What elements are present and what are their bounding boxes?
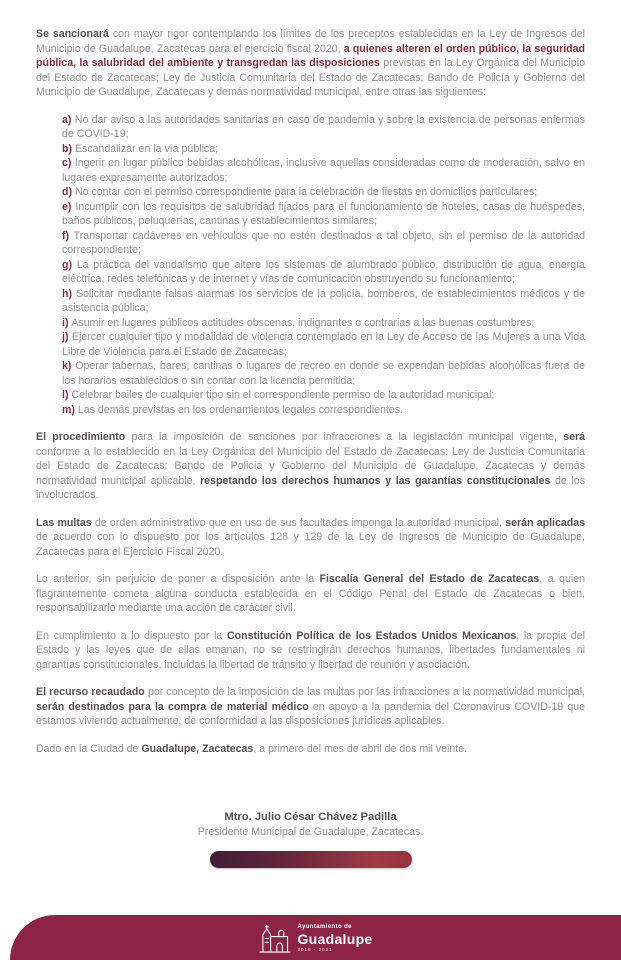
list-item — [62, 113, 585, 142]
church-building-icon — [258, 924, 291, 954]
paragraph — [36, 516, 585, 560]
list-item-text: Ejercer cualquier tipo y modalidad de violencia contemplado en la Ley de Acceso de las Mujeres a una Vida Libre de Violencia para el Estado de Zacatecas; — [62, 331, 585, 358]
list-item — [62, 287, 585, 316]
text-segment: Guadalupe, Zacatecas — [141, 742, 254, 755]
signature-gradient-bar — [210, 851, 412, 868]
list-item-text: Ingerir en lugar público bebidas alcohólicas, inclusive aquellas consideradas como de moderación, salvo en lugares expresamente autorizados; — [62, 157, 585, 184]
list-letter: k) — [62, 360, 76, 372]
signature-block — [0, 811, 621, 838]
text-segment: El recurso recaudado — [36, 686, 145, 698]
text-segment: , a quien flagrantemente cometa alguna conducta establecida en el Código Penal del Estado de Zacatecas o bien, responsabilizarlo mediante una acción de carácter civil. — [36, 573, 585, 614]
list-item — [62, 156, 585, 185]
text-segment: Fiscalía General del Estado de Zacatecas — [319, 573, 540, 585]
text-segment: , la propia del Estado y las leyes que de ellas emanan, no se restringirán derechos humanos, libertades fundamentales ni garantías constitucionales, incluidas la libertad de tránsito y libertad de reunión y asociación. — [36, 629, 585, 671]
list-letter: l) — [62, 389, 72, 401]
text-segment: previstas en la Ley Orgánica del Municipio del Estado de Zacatecas; Ley de Justicia Comunitaria del Estado de Zacatecas; Bando de Policía y Gobierno del Municipio de Guadalupe, Zacatecas y demás normatividad municipal, entre otras las siguientes: — [36, 57, 585, 98]
list-item-text: Operar tabernas, bares, cantinas o lugares de recreo en donde se expendan bebidas alcohólicas fuera de los horarios establecidos o sin contar con la licencia permitida; — [62, 360, 585, 387]
logo-text — [297, 924, 372, 953]
text-segment: serán aplicadas — [505, 516, 585, 529]
list-item — [62, 258, 585, 287]
list-item — [62, 316, 585, 331]
list-item-text: Transportar cadáveres en vehículos que no estén destinados a tal objeto, sin el permiso de la autoridad correspondiente; — [62, 229, 585, 256]
text-segment: serán destinados para la compra de material médico — [36, 700, 309, 713]
text-segment: por concepto de la imposición de las multas por las infracciones a la normatividad municipal, — [144, 686, 585, 698]
list-item-text: Celebrar bailes de cualquier tipo sin el correspondiente permiso de la autoridad municipal; — [71, 389, 495, 401]
text-segment: , a primero del mes de abril de dos mil veinte. — [253, 742, 468, 755]
text-segment: Dado en la Ciudad de — [36, 742, 142, 755]
text-segment: Constitución Política de los Estados Unidos Mexicanos — [226, 629, 517, 642]
list-letter: b) — [62, 142, 75, 155]
paragraph — [36, 629, 585, 673]
list-item-text: No dar aviso a las autoridades sanitarias en caso de pandemia y sobre la existencia de personas enfermas de COVID-19; — [62, 113, 585, 140]
text-segment: a quienes alteren el orden público, la seguridad pública, la salubridad del ambiente y transgredan las disposiciones — [36, 42, 585, 69]
list-letter: j) — [62, 331, 72, 343]
paragraph — [36, 742, 585, 757]
list-item-text: No contar con el permiso correspondiente para la celebración de fiestas en domicilios particulares; — [74, 186, 538, 198]
list-item-text: Incumplir con los requisitos de salubridad fijados para el funcionamiento de hoteles, casas de huéspedes, baños públicos, peluquerías, cantinas y establecimientos similares; — [62, 200, 585, 227]
list-letter: i) — [62, 316, 72, 329]
text-segment: de orden administrativo que en uso de sus facultades imponga la autoridad municipal, — [91, 516, 506, 529]
logo-term: 2018 - 2021 — [297, 947, 333, 953]
infractions-list — [62, 113, 585, 418]
list-item — [62, 142, 585, 157]
logo-org-name: Guadalupe — [297, 931, 373, 948]
list-item — [62, 388, 585, 403]
list-letter: f) — [62, 229, 74, 242]
list-item — [62, 330, 585, 359]
text-segment: Se sancionará — [36, 28, 109, 40]
list-item — [62, 200, 585, 229]
text-segment: para la imposición de sanciones por infracciones a la legislación municipal vigente, — [125, 431, 564, 443]
list-letter: d) — [62, 186, 75, 198]
municipality-logo — [258, 924, 372, 954]
list-item-text: Solicitar mediante falsas alarmas los servicios de la policía, bomberos, de establecimientos médicos y de asistencia pública; — [62, 287, 585, 314]
paragraph — [36, 572, 585, 616]
text-segment: Las multas — [36, 516, 92, 529]
list-item — [62, 403, 585, 418]
list-item-text: La práctica del vandalismo que altere los sistemas de alumbrado público, distribución de agua, energía eléctrica, redes telefónicas y de internet y vías de comunicación obstruyendo su funcionamiento; — [62, 258, 585, 285]
list-letter: g) — [62, 258, 77, 271]
logo-org-small: Ayuntamiento de — [297, 924, 352, 931]
text-segment: con mayor rigor contemplando los límites de los preceptos establecidas en la Ley de Ingresos del Municipio de Guadalupe, Zacatecas para el ejercicio fiscal 2020, — [36, 28, 585, 55]
text-segment: conforme a lo establecido en la Ley Orgánica del Municipio del Estado de Zacatecas; Ley de Justicia Comunitaria del Estado de Zacatecas; Bando de Policía y Gobierno del Municipio de Guadalupe, Zacatecas y demás normatividad municipal aplicable, — [36, 445, 585, 487]
list-item — [62, 185, 585, 200]
text-segment: En cumplimiento a lo dispuesto por la — [36, 629, 227, 642]
list-letter: c) — [62, 157, 75, 169]
text-segment: de acuerdo con lo dispuesto por los artículos 128 y 129 de la Ley de Ingresos de Municipio de Guadalupe, Zacatecas para el Ejercicio Fiscal 2020. — [36, 531, 585, 558]
body-paragraphs — [36, 430, 585, 756]
list-item — [62, 229, 585, 258]
list-letter: m) — [62, 403, 78, 416]
text-segment: será — [563, 431, 585, 443]
list-item-text: Escandalizar en la vía pública; — [74, 142, 219, 155]
document-page — [36, 27, 585, 807]
text-segment: El procedimiento — [36, 431, 126, 443]
list-letter: a) — [62, 113, 75, 126]
signature-title: Presidente Municipal de Guadalupe, Zacatecas. — [197, 826, 424, 838]
signature-name: Mtro. Julio César Chávez Padilla — [224, 811, 397, 823]
list-letter: h) — [62, 287, 77, 300]
list-item-text: Asumir en lugares públicos actitudes obscenas, indignantes o contrarias a las buenas costumbres; — [71, 316, 535, 329]
text-segment: en apoyo a la pandemia del Coronavirus COVID-19 que estamos viviendo actualmente, de conformidad a las disposiciones jurídicas aplicables. — [36, 700, 585, 727]
footer-bar — [10, 915, 621, 960]
intro-paragraph — [36, 27, 585, 100]
list-item — [62, 359, 585, 388]
text-segment: de los involucrados. — [36, 474, 585, 501]
paragraph — [36, 430, 585, 503]
list-letter: e) — [62, 200, 76, 213]
paragraph — [36, 685, 585, 729]
list-item-text: Las demás previstas en los ordenamientos legales correspondientes. — [77, 403, 403, 416]
text-segment: respetando los derechos humanos y las garantías constitucionales — [200, 474, 551, 487]
text-segment: Lo anterior, sin perjuicio de poner a disposición ante la — [36, 573, 320, 585]
